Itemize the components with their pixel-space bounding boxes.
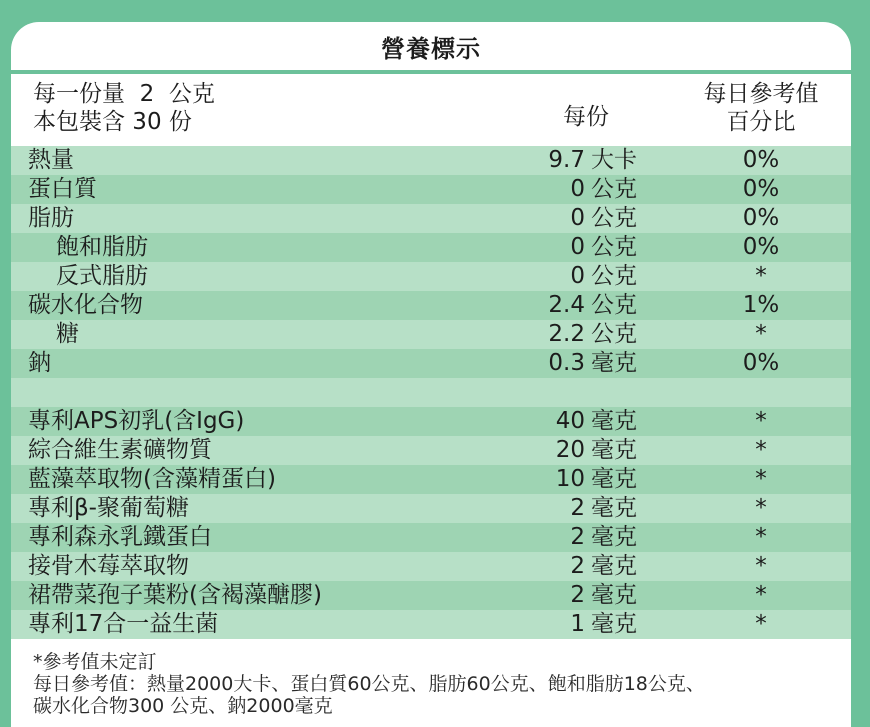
ingredient-amount: 10 [555, 466, 585, 492]
nutrient-amount: 0 [570, 234, 585, 260]
ingredient-name: 接骨木莓萃取物 [28, 553, 189, 579]
nutrient-name: 飽和脂肪 [56, 234, 148, 260]
ingredient-dv: * [755, 466, 767, 492]
ingredient-dv: * [755, 408, 767, 434]
table-row [11, 610, 851, 639]
ingredient-dv: * [755, 524, 767, 550]
table-row [11, 494, 851, 523]
table-row [11, 523, 851, 552]
label-title: 營養標示 [381, 34, 481, 63]
ingredient-unit: 毫克 [591, 524, 637, 550]
ingredient-amount: 2 [570, 495, 585, 521]
nutrient-dv: 0% [742, 234, 780, 260]
ingredient-dv: * [755, 553, 767, 579]
ingredient-dv: * [755, 582, 767, 608]
nutrient-amount: 0 [570, 263, 585, 289]
spacer-row [11, 378, 851, 407]
nutrient-unit: 公克 [591, 205, 637, 231]
ingredient-unit: 毫克 [591, 437, 637, 463]
ingredient-name: 藍藻萃取物(含藻精蛋白) [28, 466, 276, 492]
ingredient-amount: 2 [570, 553, 585, 579]
footnote [11, 645, 851, 717]
table-row [11, 552, 851, 581]
serving-size: 每一份量 2 公克 [33, 81, 215, 107]
ingredient-amount: 40 [555, 408, 585, 434]
nutrient-unit: 公克 [591, 263, 637, 289]
table-row [11, 146, 851, 175]
nutrient-rows [11, 146, 851, 639]
ingredient-dv: * [755, 495, 767, 521]
table-row [11, 320, 851, 349]
ingredient-unit: 毫克 [591, 582, 637, 608]
nutrient-name: 熱量 [28, 147, 74, 173]
table-row [11, 291, 851, 320]
ingredient-name: 裙帶菜孢子葉粉(含褐藻醣膠) [28, 582, 322, 608]
ingredient-name: 專利17合一益生菌 [28, 611, 219, 637]
nutrient-amount: 2.2 [548, 321, 585, 347]
nutrition-label [11, 22, 851, 727]
nutrient-dv: 0% [742, 176, 780, 202]
nutrient-amount: 9.7 [548, 147, 585, 173]
table-row [11, 204, 851, 233]
nutrient-amount: 2.4 [548, 292, 585, 318]
nutrient-name: 反式脂肪 [56, 263, 148, 289]
footnote-line: 碳水化合物300 公克、鈉2000毫克 [33, 695, 333, 717]
table-row [11, 175, 851, 204]
nutrient-unit: 公克 [591, 176, 637, 202]
nutrient-dv: 1% [742, 292, 780, 318]
footnote-line: *參考值未定訂 [33, 651, 157, 673]
ingredient-name: 專利森永乳鐵蛋白 [28, 524, 212, 550]
ingredient-amount: 20 [555, 437, 585, 463]
nutrient-dv: * [755, 263, 767, 289]
daily-value-header [686, 80, 836, 136]
ingredient-unit: 毫克 [591, 466, 637, 492]
table-row [11, 436, 851, 465]
nutrient-name: 糖 [56, 321, 79, 347]
table-row [11, 407, 851, 436]
servings-per-package: 本包裝含 30 份 [33, 109, 192, 135]
per-serving-header: 每份 [563, 104, 609, 130]
ingredient-unit: 毫克 [591, 408, 637, 434]
dv-header-line1: 每日參考值 [703, 81, 819, 107]
table-row [11, 349, 851, 378]
table-row [11, 233, 851, 262]
nutrient-name: 碳水化合物 [28, 292, 143, 318]
table-header [11, 74, 851, 146]
nutrient-amount: 0 [570, 205, 585, 231]
nutrient-unit: 公克 [591, 321, 637, 347]
nutrient-dv: * [755, 321, 767, 347]
ingredient-unit: 毫克 [591, 611, 637, 637]
ingredient-amount: 1 [570, 611, 585, 637]
nutrient-unit: 毫克 [591, 350, 637, 376]
ingredient-unit: 毫克 [591, 553, 637, 579]
ingredient-unit: 毫克 [591, 495, 637, 521]
ingredient-dv: * [755, 437, 767, 463]
nutrient-dv: 0% [742, 350, 780, 376]
nutrient-name: 脂肪 [28, 205, 74, 231]
nutrient-amount: 0.3 [548, 350, 585, 376]
nutrient-amount: 0 [570, 176, 585, 202]
footnote-line: 每日參考值：熱量2000大卡、蛋白質60公克、脂肪60公克、飽和脂肪18公克、 [33, 673, 705, 695]
ingredient-name: 綜合維生素礦物質 [28, 437, 212, 463]
nutrient-unit: 大卡 [591, 147, 637, 173]
dv-header-line2: 百分比 [726, 109, 796, 135]
nutrient-dv: 0% [742, 147, 780, 173]
ingredient-name: 專利APS初乳(含IgG) [28, 408, 245, 434]
ingredient-amount: 2 [570, 524, 585, 550]
table-row [11, 465, 851, 494]
table-row [11, 581, 851, 610]
ingredient-name: 專利β-聚葡萄糖 [28, 495, 189, 521]
table-row [11, 262, 851, 291]
nutrient-unit: 公克 [591, 292, 637, 318]
ingredient-amount: 2 [570, 582, 585, 608]
ingredient-dv: * [755, 611, 767, 637]
nutrient-name: 蛋白質 [28, 176, 97, 202]
serving-info [33, 80, 215, 136]
nutrient-name: 鈉 [28, 350, 51, 376]
nutrient-unit: 公克 [591, 234, 637, 260]
nutrient-dv: 0% [742, 205, 780, 231]
